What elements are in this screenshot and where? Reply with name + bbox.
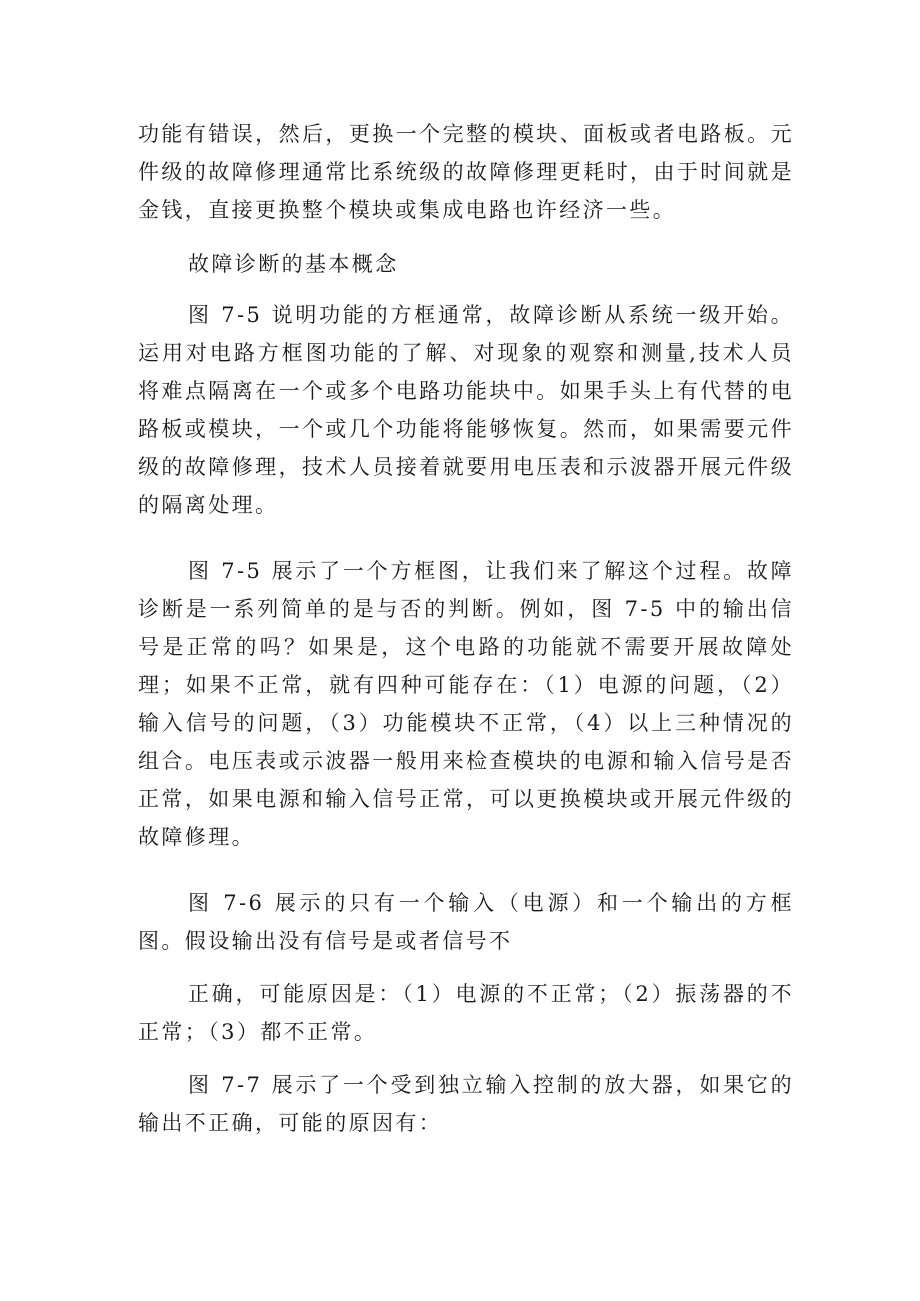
- paragraph-fig-7-6: 图 7-6 展示的只有一个输入（电源）和一个输出的方框图。假设输出没有信号是或者信号不: [138, 891, 794, 953]
- paragraph-fig-7-6-causes: 正确，可能原因是：（1）电源的不正常；（2）振荡器的不正常；（3）都不正常。: [138, 982, 794, 1044]
- paragraph-fig-7-5-intro: 图 7-5 说明功能的方框通常，故障诊断从系统一级开始。运用对电路方框图功能的了解、对现象的观察和测量,技术人员将难点隔离在一个或多个电路功能块中。如果手头上有代替的电路板或模块，一个或几个功能将能够恢复。然而，如果需要元件级的故障修理，技术人员接着就要用电压表和示波器开展元件级的隔离处理。: [138, 303, 794, 517]
- paragraph-fig-7-7: 图 7-7 展示了一个受到独立输入控制的放大器，如果它的输出不正确，可能的原因有：: [138, 1073, 794, 1135]
- paragraph-continuation: 功能有错误，然后，更换一个完整的模块、面板或者电路板。元件级的故障修理通常比系统级的故障修理更耗时，由于时间就是金钱，直接更换整个模块或集成电路也许经济一些。: [138, 122, 794, 222]
- section-heading: 故障诊断的基本概念: [188, 252, 399, 276]
- paragraph-fig-7-5-process: 图 7-5 展示了一个方框图，让我们来了解这个过程。故障诊断是一系列简单的是与否的判断。例如，图 7-5 中的输出信号是正常的吗？如果是，这个电路的功能就不需要开展故障处理；如果不正常，就有四种可能存在：（1）电源的问题，（2）输入信号的问题，（3）功能模块不正常，（4）以上三种情况的组合。电压表或示波器一般用来检查模块的电源和输入信号是否正常，如果电源和输入信号正常，可以更换模块或开展元件级的故障修理。: [138, 559, 794, 849]
